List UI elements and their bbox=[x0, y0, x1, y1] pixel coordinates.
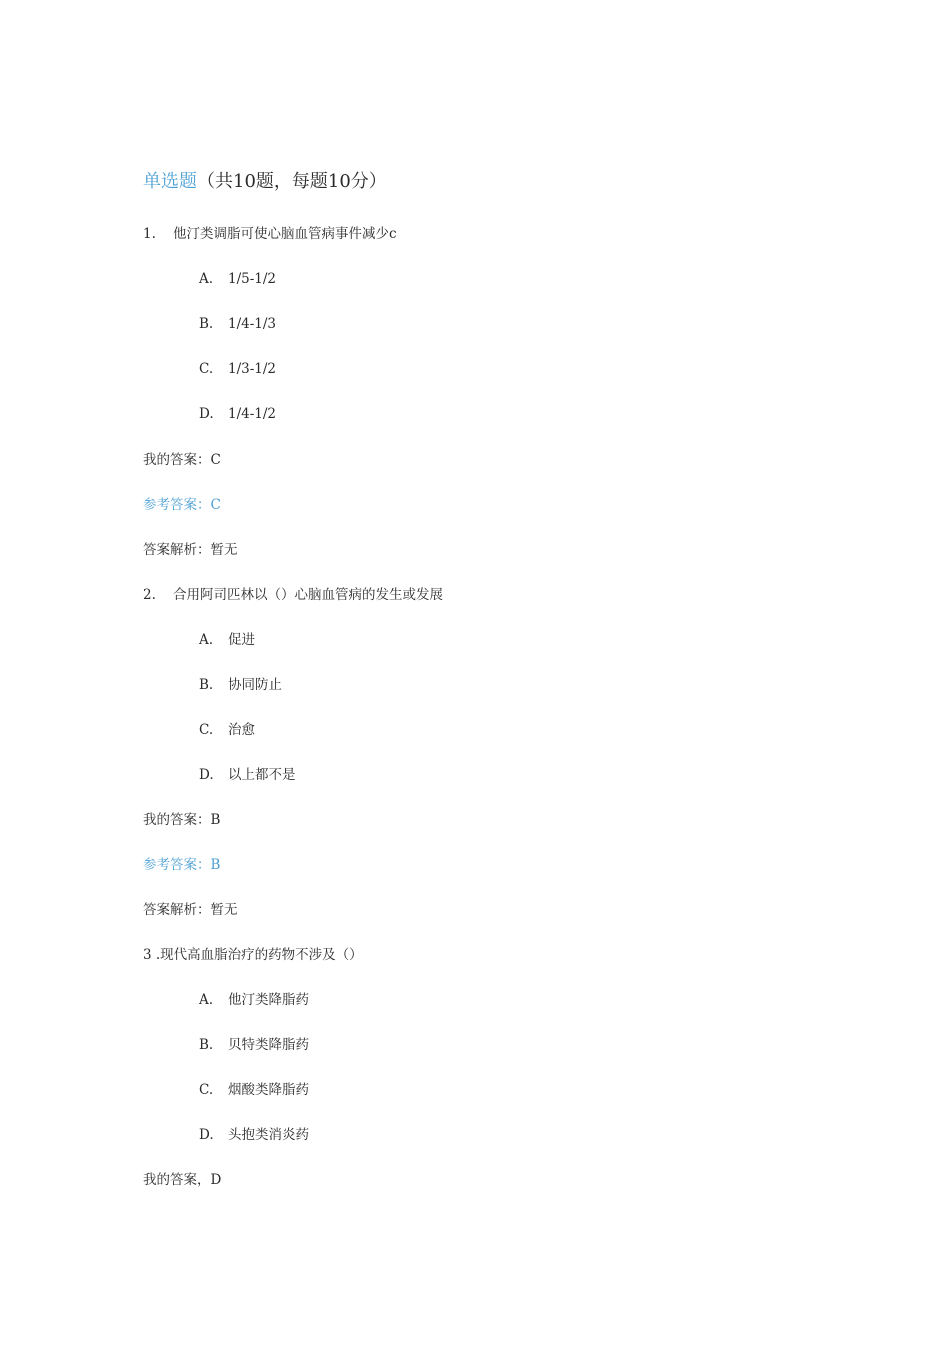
section-title bbox=[143, 168, 387, 196]
my-answer-1: 我的答案：C bbox=[143, 452, 221, 468]
question-text: 他汀类调脂可使心脑血管病事件减少c bbox=[173, 226, 397, 242]
section-title-rest: （共10题，每题10分） bbox=[197, 171, 387, 192]
option-letter: D. bbox=[199, 406, 214, 422]
question-number: 3 . bbox=[143, 947, 161, 963]
option-letter: B. bbox=[199, 1037, 214, 1053]
question-text: 合用阿司匹林以（）心脑血管病的发生或发展 bbox=[173, 587, 443, 603]
option-text: 1/4-1/3 bbox=[228, 316, 277, 332]
option-letter: A. bbox=[199, 992, 214, 1008]
my-answer-3: 我的答案，D bbox=[143, 1172, 222, 1188]
reference-answer-1: 参考答案：C bbox=[143, 497, 221, 513]
option-3c bbox=[199, 1080, 309, 1100]
option-text: 头抱类消炎药 bbox=[228, 1127, 309, 1143]
option-letter: C. bbox=[199, 361, 214, 377]
section-title-accent: 单选题 bbox=[143, 171, 197, 192]
option-letter: A. bbox=[199, 271, 214, 287]
option-text: 促进 bbox=[228, 632, 255, 648]
option-letter: B. bbox=[199, 677, 214, 693]
option-letter: B. bbox=[199, 316, 214, 332]
option-letter: C. bbox=[199, 722, 214, 738]
option-1a bbox=[199, 269, 276, 289]
question-number: 2. bbox=[143, 587, 156, 603]
option-letter: D. bbox=[199, 767, 214, 783]
option-text: 贝特类降脂药 bbox=[228, 1037, 309, 1053]
option-text: 他汀类降脂药 bbox=[228, 992, 309, 1008]
reference-answer-2: 参考答案：B bbox=[143, 857, 221, 873]
option-1c bbox=[199, 359, 276, 379]
option-3d bbox=[199, 1125, 309, 1145]
answer-analysis-1: 答案解析：暂无 bbox=[143, 542, 238, 558]
question-number: 1. bbox=[143, 226, 156, 242]
option-letter: A. bbox=[199, 632, 214, 648]
option-text: 烟酸类降脂药 bbox=[228, 1082, 309, 1098]
answer-analysis-2: 答案解析：暂无 bbox=[143, 902, 238, 918]
option-text: 1/5-1/2 bbox=[228, 271, 277, 287]
question-2 bbox=[143, 585, 443, 605]
option-2c bbox=[199, 720, 255, 740]
option-text: 治愈 bbox=[228, 722, 255, 738]
option-3b bbox=[199, 1035, 309, 1055]
option-text: 1/3-1/2 bbox=[228, 361, 277, 377]
option-2b bbox=[199, 675, 282, 695]
question-text: 现代高血脂治疗的药物不涉及（） bbox=[160, 947, 363, 963]
option-letter: D. bbox=[199, 1127, 214, 1143]
option-2a bbox=[199, 630, 255, 650]
question-3 bbox=[143, 945, 363, 965]
my-answer-2: 我的答案：B bbox=[143, 812, 221, 828]
option-2d bbox=[199, 765, 296, 785]
option-letter: C. bbox=[199, 1082, 214, 1098]
option-text: 以上都不是 bbox=[228, 767, 296, 783]
option-3a bbox=[199, 990, 309, 1010]
option-text: 1/4-1/2 bbox=[228, 406, 277, 422]
option-1b bbox=[199, 314, 276, 334]
question-1 bbox=[143, 224, 397, 244]
option-text: 协同防止 bbox=[228, 677, 282, 693]
option-1d bbox=[199, 404, 276, 424]
